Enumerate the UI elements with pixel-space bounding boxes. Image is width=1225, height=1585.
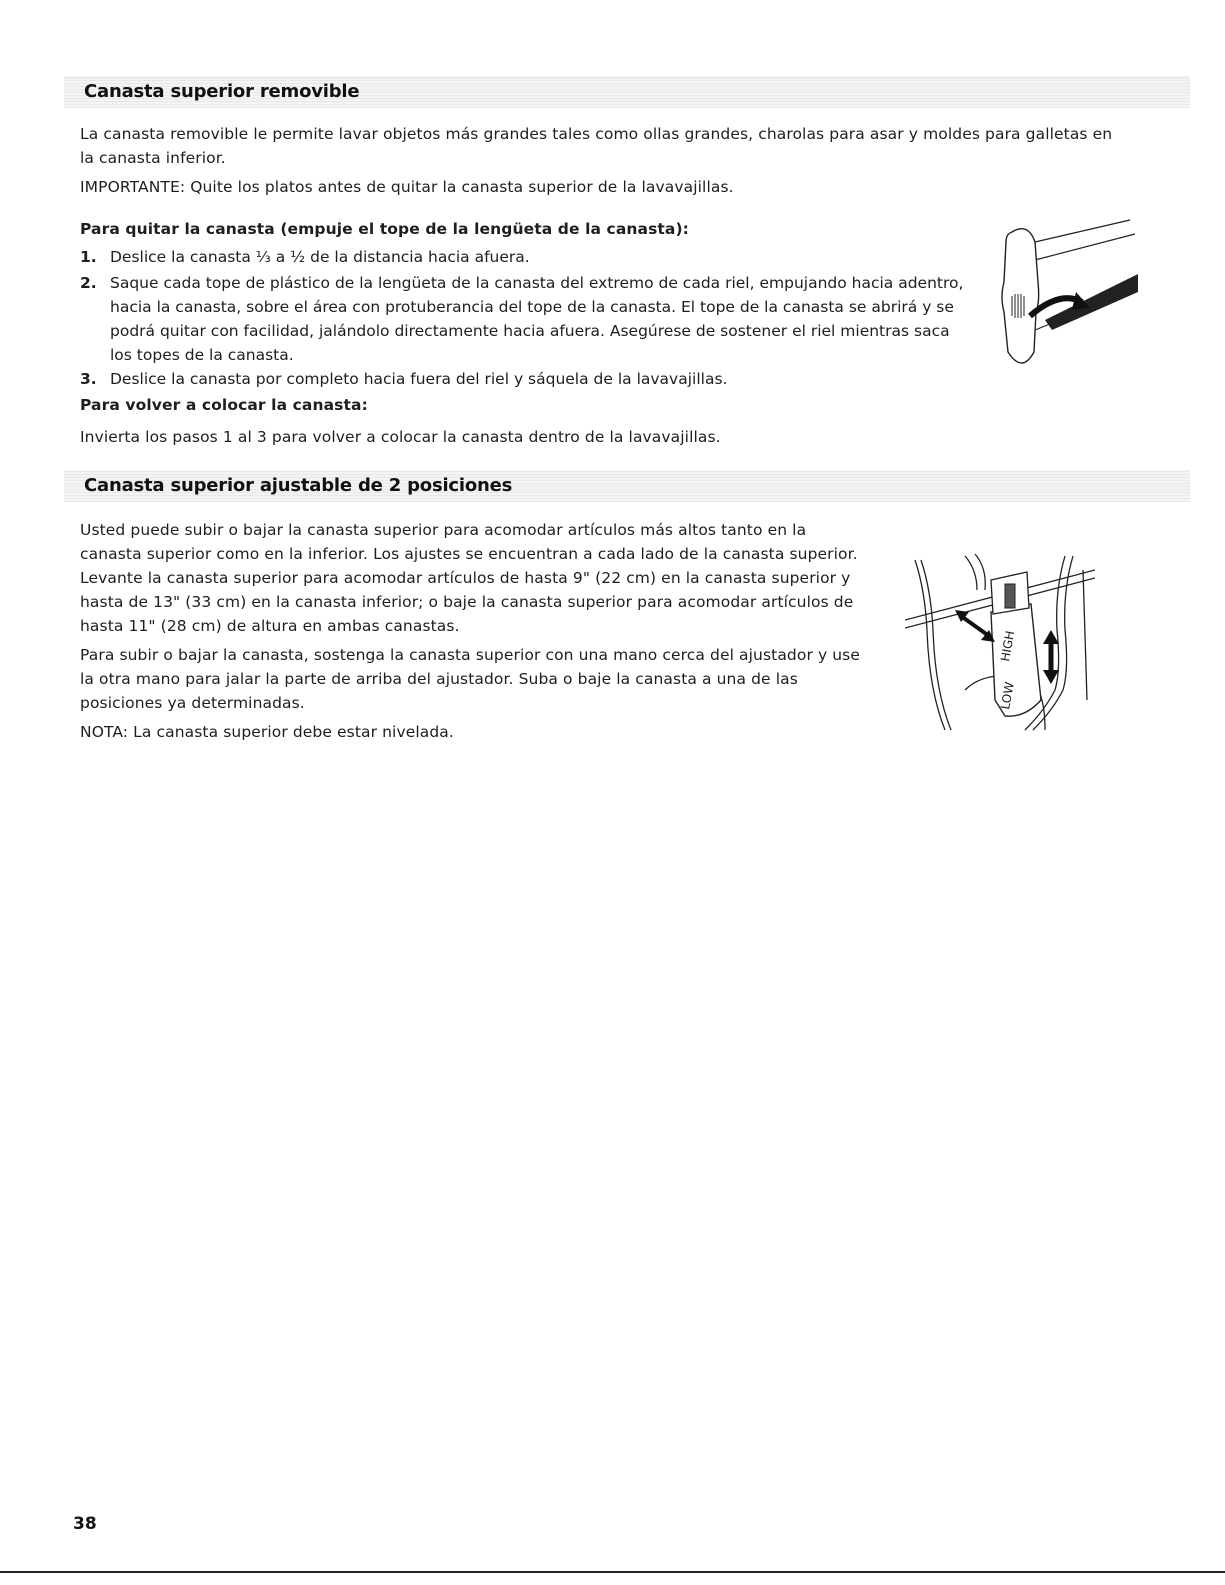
section-title: Canasta superior removible [84,81,360,102]
adjuster-latch-icon [1005,584,1015,608]
adjustable-paragraph-2: Para subir o bajar la canasta, sostenga la canasta superior con una mano cerca del ajustador y use la otra mano para jalar la parte de arriba del ajustador. Suba o baje la canasta a una de las posiciones ya determinadas. [80,646,860,712]
replace-heading: Para volver a colocar la canasta: [80,396,368,414]
step-text: Saque cada tope de plástico de la lengüeta de la canasta del extremo de cada riel, empujando hacia adentro, hacia la canasta, sobre el área con protuberancia del tope de la canasta. El tope de la canasta se abrirá y se podrá quitar con facilidad, jalándolo directamente hacia afuera. Asegúrese de sostener el riel mientras saca los topes de la canasta. [110,274,964,364]
rack-stop-illustration [990,212,1140,372]
step-2 [80,271,970,367]
note-text: NOTA: La canasta superior debe estar nivelada. [80,723,454,741]
step-number: 2. [80,274,97,292]
replace-text: Invierta los pasos 1 al 3 para volver a colocar la canasta dentro de la lavavajillas. [80,428,721,446]
step-number: 3. [80,370,97,388]
page-number: 38 [73,1514,97,1534]
step-text: Deslice la canasta ⅓ a ½ de la distancia hacia afuera. [110,248,530,266]
rack-stop-clip-icon [1002,229,1039,363]
rack-adjuster-illustration [905,550,1095,740]
diagonal-double-arrow-icon [955,610,995,642]
high-label: HIGH [998,629,1018,663]
section-header-adjustable-rack [64,470,1190,502]
vertical-double-arrow-icon [1043,630,1059,684]
adjustable-paragraph-1: Usted puede subir o bajar la canasta superior para acomodar artículos más altos tanto en la canasta superior como en la inferior. Los ajustes se encuentran a cada lado de la canasta superior. Levante la canasta superior para acomodar artículos de hasta 9" (22 cm) en la canasta superior y hasta de 13" (33 cm) en la canasta inferior; o baje la canasta superior para acomodar artículos de hasta 11" (28 cm) de altura en ambas canastas. [80,521,858,635]
step-text: Deslice la canasta por completo hacia fuera del riel y sáquela de la lavavajillas. [110,370,728,388]
low-label: LOW [998,680,1017,711]
bottom-rule [0,1571,1225,1573]
remove-heading: Para quitar la canasta (empuje el tope de la lengüeta de la canasta): [80,220,689,238]
step-1 [80,245,960,269]
important-note: IMPORTANTE: Quite los platos antes de quitar la canasta superior de la lavavajillas. [80,178,734,196]
intro-paragraph: La canasta removible le permite lavar objetos más grandes tales como ollas grandes, charolas para asar y moldes para galletas en la canasta inferior. [80,125,1113,167]
step-number: 1. [80,248,97,266]
step-3 [80,367,960,391]
section-header-removable-rack [64,76,1190,108]
section-title: Canasta superior ajustable de 2 posiciones [84,475,513,496]
